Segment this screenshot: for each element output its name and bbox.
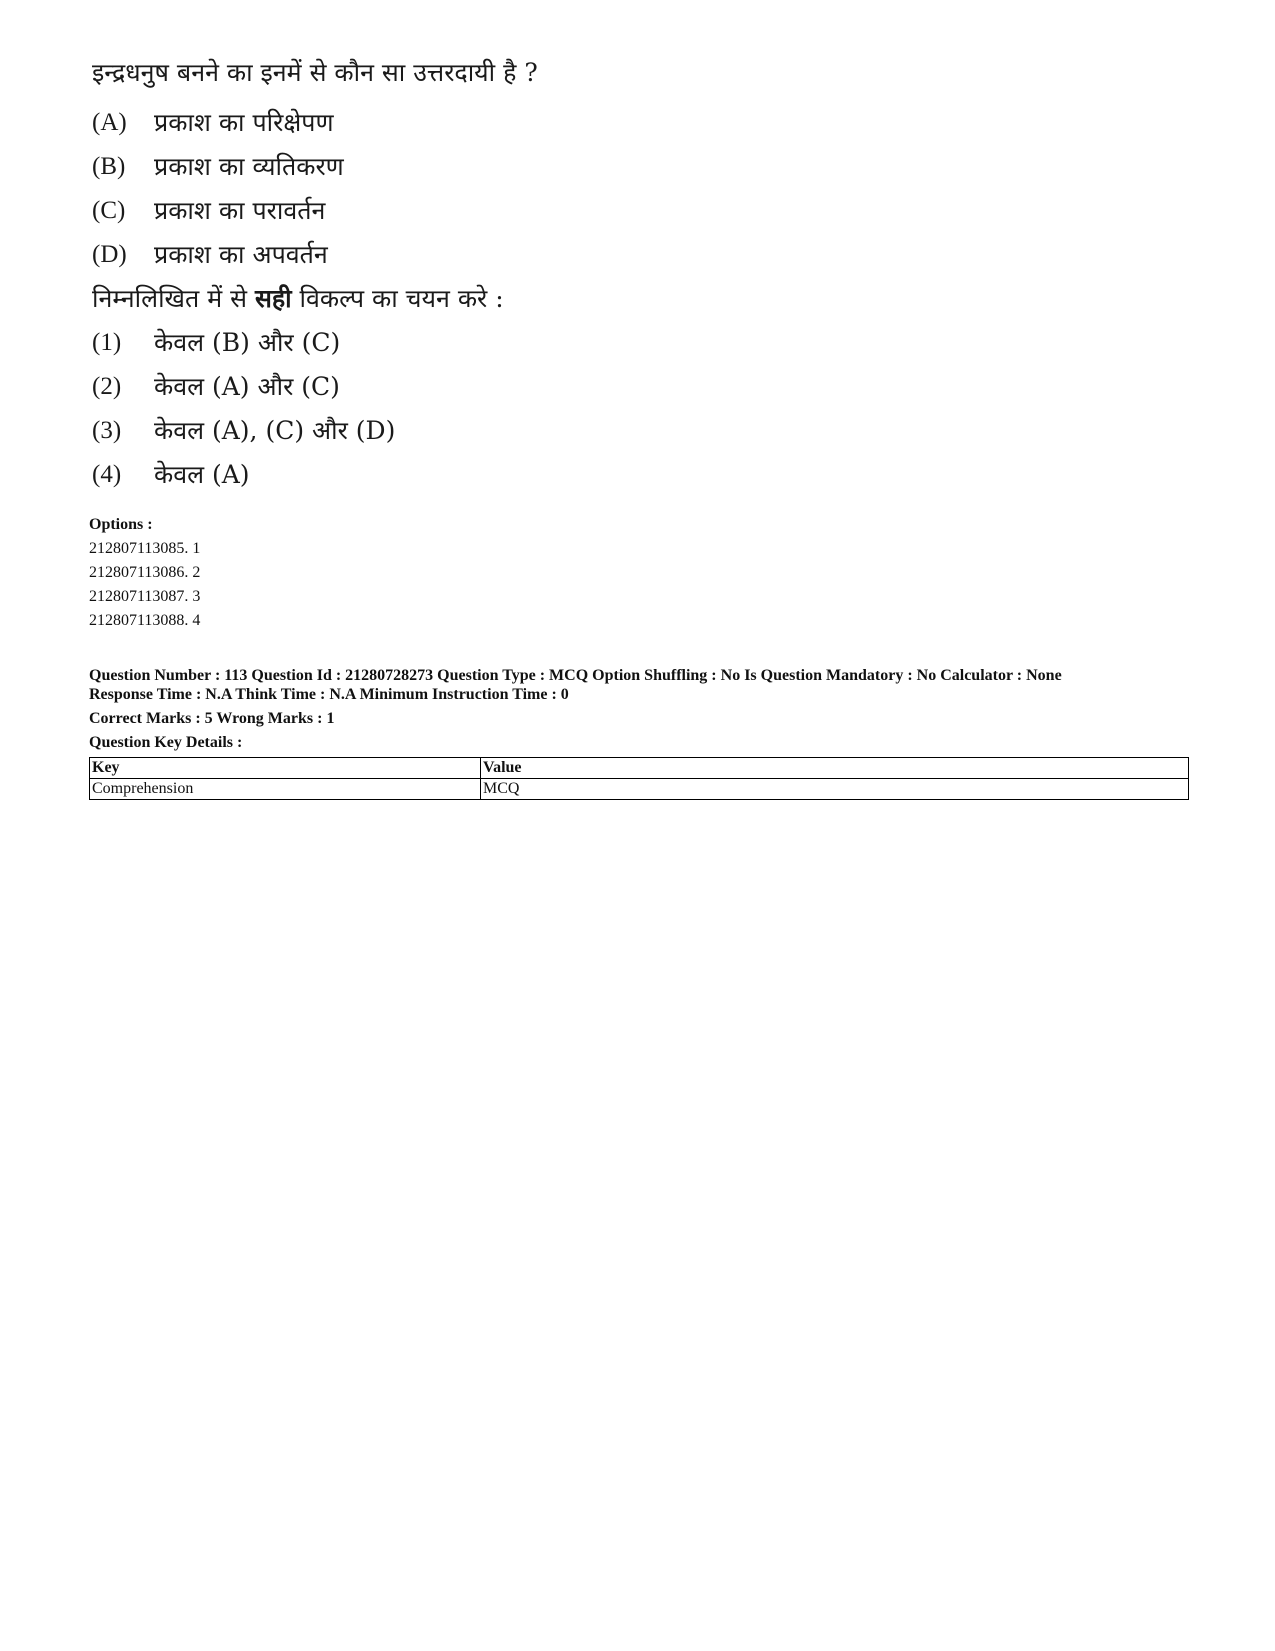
table-header-row [90,758,1189,779]
choice-text: केवल (A) [154,460,250,489]
key-details-table [89,757,1189,800]
table-header-cell: Value [481,758,1189,779]
statement-text: प्रकाश का परावर्तन [154,196,326,225]
statement-a [92,108,792,152]
statement-label: (B) [92,153,126,180]
statement-text: प्रकाश का व्यतिकरण [154,152,344,181]
option-item: 212807113086. 2 [89,564,201,581]
statement-b [92,152,792,196]
options-title: Options : [89,516,153,533]
choice-text: केवल (A), (C) और (D) [154,416,396,445]
meta-line-1: Question Number : 113 Question Id : 21280728273 Question Type : MCQ Option Shuffling : No Is Question Mandatory : No Calculator : None [89,667,1062,684]
table-header-cell: Key [90,758,481,779]
statement-label: (D) [92,241,127,268]
statement-c [92,196,792,240]
choice-label: (1) [92,329,122,356]
key-details-title: Question Key Details : [89,734,243,751]
instruction-bold: सही [254,284,292,313]
choice-3 [92,416,792,460]
table-cell: Comprehension [90,779,481,800]
instruction-text [92,284,792,328]
meta-line-2: Response Time : N.A Think Time : N.A Minimum Instruction Time : 0 [89,686,569,703]
choice-4 [92,460,792,504]
statement-text: प्रकाश का अपवर्तन [154,240,328,269]
option-item: 212807113085. 1 [89,540,201,557]
choice-label: (3) [92,417,122,444]
choice-label: (2) [92,373,122,400]
options-list [89,513,200,633]
statement-label: (C) [92,197,126,224]
statement-label: (A) [92,109,127,136]
question-meta [89,666,1199,704]
instruction-after: विकल्प का चयन करे : [291,284,504,313]
choice-text: केवल (B) और (C) [154,328,341,357]
marks-line: Correct Marks : 5 Wrong Marks : 1 [89,710,335,727]
statement-d [92,240,792,284]
choice-label: (4) [92,461,122,488]
table-row [90,779,1189,800]
instruction-before: निम्नलिखित में से [92,284,255,313]
choice-2 [92,372,792,416]
statement-text: प्रकाश का परिक्षेपण [154,108,334,137]
option-item: 212807113087. 3 [89,588,201,605]
question-text: इन्द्रधनुष बनने का इनमें से कौन सा उत्तरदायी है ? [92,58,538,87]
option-item: 212807113088. 4 [89,612,201,629]
question-image-block [92,58,792,504]
choice-1 [92,328,792,372]
choice-text: केवल (A) और (C) [154,372,340,401]
table-cell: MCQ [481,779,1189,800]
